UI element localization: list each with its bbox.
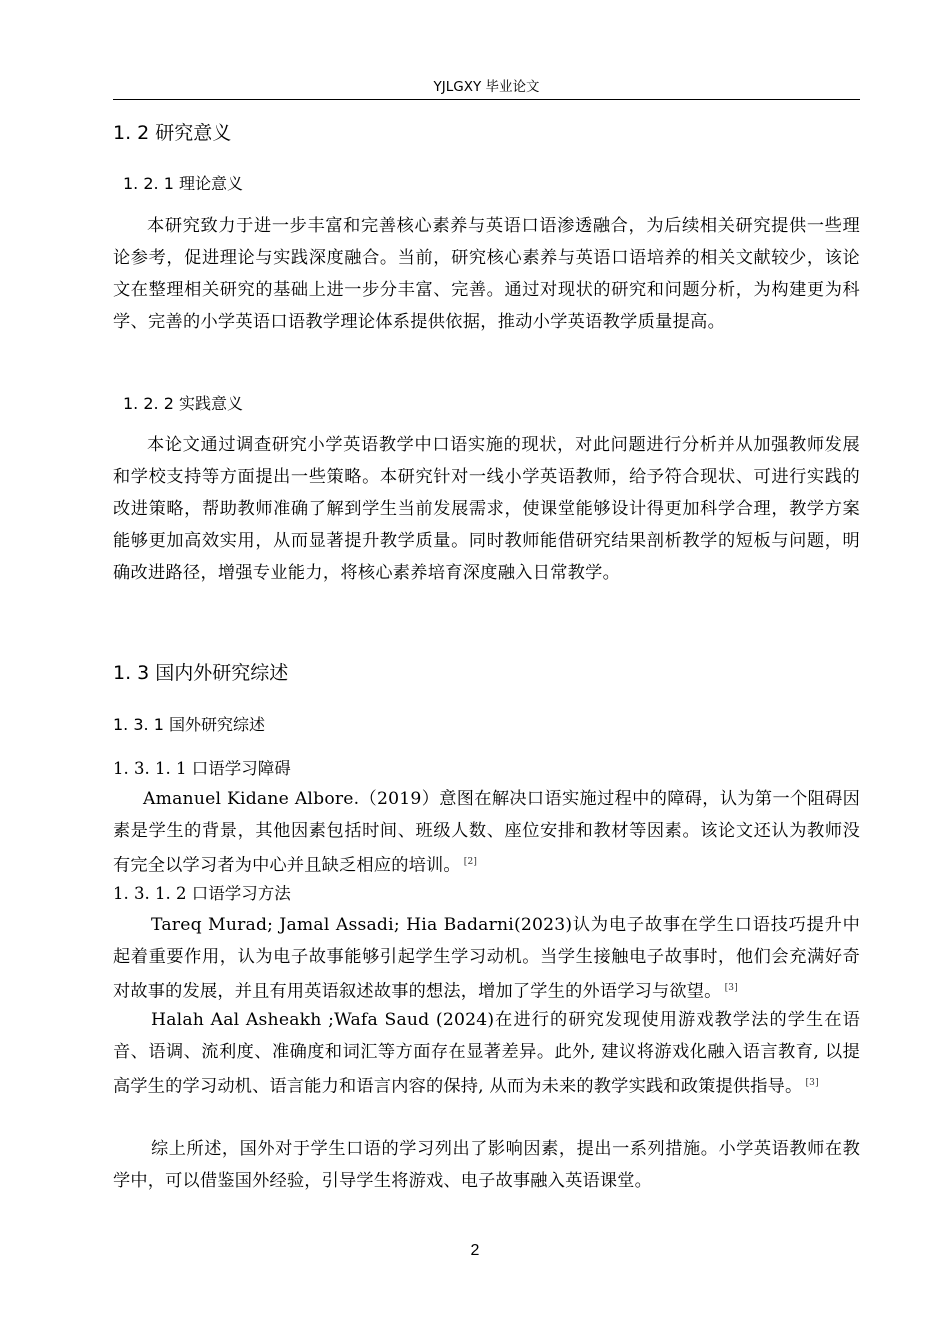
paragraph-method-2 [113, 1005, 860, 1103]
section-heading-1-3: 1. 3 国内外研究综述 [113, 662, 289, 684]
paragraph-practice: 本论文通过调查研究小学英语教学中口语实施的现状，对此问题进行分析并从加强教师发展和学校支持等方面提出一些策略。本研究针对一线小学英语教师，给予符合现状、可进行实践的改进策略，帮助教师准确了解到学生当前发展需求，使课堂能够设计得更加科学合理，教学方案能够更加高效实用，从而显著提升教学质量。同时教师能借研究结果剖析教学的短板与问题，明确改进路径，增强专业能力，将核心素养培育深度融入日常教学。 [113, 435, 860, 583]
citation-3a: [3] [724, 983, 738, 993]
citation-2: [2] [463, 857, 478, 867]
paragraph-method-2-text: Halah Aal Asheakh ;Wafa Saud (2024)在进行的研究发现使用游戏教学法的学生在语音、语调、流利度、准确度和词汇等方面存在显著差异。此外, 建议将游戏化融入语言教育, 以提高学生的学习动机、语言能力和语言内容的保持, 从而为未来的教学实践和政策提供指导。 [113, 1010, 860, 1097]
subsubsection-heading-1-3-1-1: 1. 3. 1. 1 口语学习障碍 [113, 759, 291, 778]
section-heading-1-2: 1. 2 研究意义 [113, 122, 232, 144]
page-number: 2 [470, 1242, 480, 1259]
page-header: YJLGXY 毕业论文 [433, 79, 540, 95]
paragraph-obstacle [113, 784, 860, 882]
subsubsection-heading-1-3-1-2: 1. 3. 1. 2 口语学习方法 [113, 884, 291, 903]
header-divider [113, 99, 860, 100]
citation-3b: [3] [805, 1078, 819, 1088]
subsection-heading-1-2-2: 1. 2. 2 实践意义 [123, 394, 243, 413]
paragraph-method-1 [113, 910, 860, 1008]
paragraph-summary: 综上所述，国外对于学生口语的学习列出了影响因素，提出一系列措施。小学英语教师在教学中，可以借鉴国外经验，引导学生将游戏、电子故事融入英语课堂。 [113, 1139, 860, 1191]
paragraph-method-1-text: Tareq Murad; Jamal Assadi; Hia Badarni(2023)认为电子故事在学生口语技巧提升中起着重要作用，认为电子故事能够引起学生学习动机。当学生接触电子故事时，他们会充满好奇对故事的发展，并且有用英语叙述故事的想法，增加了学生的外语学习与欲望。 [113, 915, 860, 1002]
paragraph-obstacle-text: Amanuel Kidane Albore.（2019）意图在解决口语实施过程中的障碍，认为第一个阻碍因素是学生的背景，其他因素包括时间、班级人数、座位安排和教材等因素。该论文还认为教师没有完全以学习者为中心并且缺乏相应的培训。 [113, 789, 860, 876]
subsection-heading-1-2-1: 1. 2. 1 理论意义 [123, 174, 243, 193]
paragraph-theory: 本研究致力于进一步丰富和完善核心素养与英语口语渗透融合，为后续相关研究提供一些理论参考，促进理论与实践深度融合。当前，研究核心素养与英语口语培养的相关文献较少，该论文在整理相关研究的基础上进一步分丰富、完善。通过对现状的研究和问题分析，为构建更为科学、完善的小学英语口语教学理论体系提供依据，推动小学英语教学质量提高。 [113, 216, 860, 332]
subsection-heading-1-3-1: 1. 3. 1 国外研究综述 [113, 715, 265, 734]
